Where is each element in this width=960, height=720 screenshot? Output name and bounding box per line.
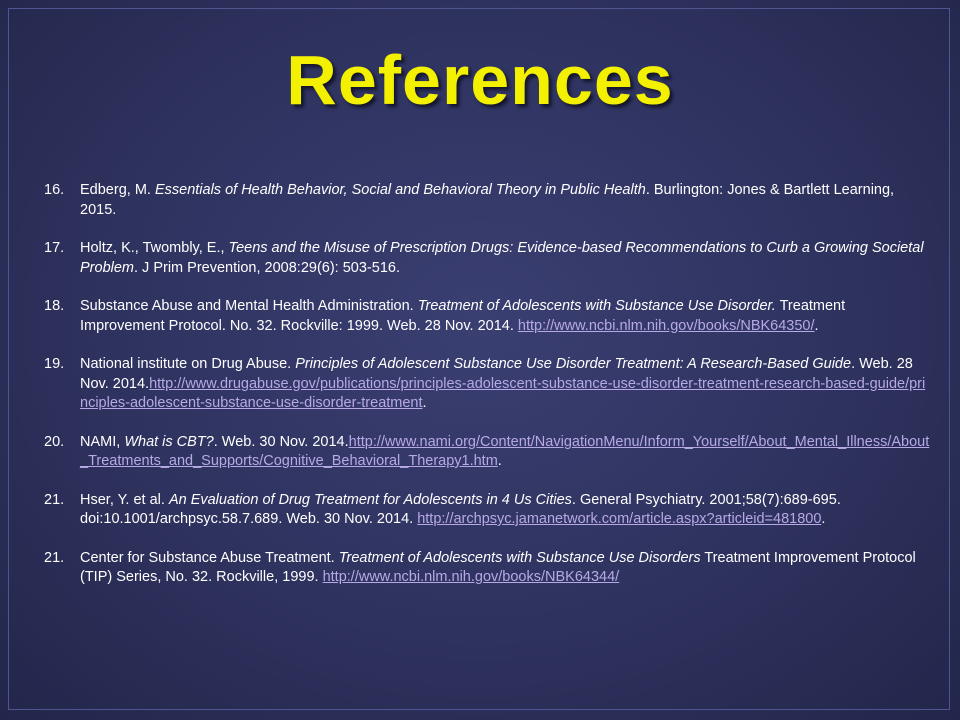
reference-title: An Evaluation of Drug Treatment for Adolescents in 4 Us Cities bbox=[168, 491, 572, 508]
reference-text bbox=[80, 549, 930, 588]
reference-title: What is CBT? bbox=[124, 433, 214, 450]
reference-title: Treatment of Adolescents with Substance Use Disorder. bbox=[417, 298, 776, 314]
reference-segment: National institute on Drug Abuse. bbox=[80, 356, 296, 372]
reference-link[interactable]: http://archpsyc.jamanetwork.com/article.aspx?articleid=481800 bbox=[417, 511, 822, 527]
slide-title: References bbox=[286, 41, 674, 119]
reference-segment: . Web. 28 Nov. 2014. bbox=[80, 356, 913, 392]
reference-number: 16. bbox=[44, 182, 65, 198]
reference-item bbox=[44, 355, 930, 414]
reference-item bbox=[44, 239, 930, 278]
reference-number: 17. bbox=[44, 240, 65, 256]
reference-segment: . J Prim Prevention, 2008:29(6): 503-516. bbox=[134, 259, 400, 276]
reference-link[interactable]: http://www.ncbi.nlm.nih.gov/books/NBK64350/ bbox=[517, 317, 815, 334]
reference-segment: Hser, Y. et al. bbox=[80, 491, 169, 508]
reference-text bbox=[80, 355, 930, 414]
reference-text bbox=[80, 239, 930, 278]
reference-segment: Holtz, K., Twombly, E., bbox=[80, 240, 229, 256]
reference-text bbox=[80, 433, 930, 472]
reference-number: 21. bbox=[44, 549, 65, 566]
reference-item bbox=[44, 433, 930, 472]
reference-number: 21. bbox=[44, 491, 65, 508]
reference-link[interactable]: http://www.ncbi.nlm.nih.gov/books/NBK64344/ bbox=[322, 569, 620, 585]
reference-segment: Substance Abuse and Mental Health Administration. bbox=[80, 298, 418, 314]
reference-item bbox=[44, 491, 930, 530]
reference-segment: . bbox=[497, 453, 502, 469]
reference-segment: Treatment Improvement Protocol (TIP) Series, No. 32. Rockville, 1999. bbox=[80, 549, 916, 585]
reference-link[interactable]: http://www.nami.org/Content/NavigationMenu/Inform_Yourself/About_Mental_Illness/About_Treatments_and_Supports/Cognitive_Behavioral_Therapy1.htm bbox=[80, 433, 930, 469]
reference-segment: . bbox=[821, 511, 826, 527]
reference-segment: Edberg, M. bbox=[80, 182, 155, 198]
reference-item bbox=[44, 181, 930, 220]
reference-number: 20. bbox=[44, 433, 65, 450]
reference-segment: Treatment Improvement Protocol. No. 32. Rockville: 1999. Web. 28 Nov. 2014. bbox=[80, 298, 846, 334]
reference-text bbox=[80, 491, 930, 530]
reference-segment: . Burlington: Jones & Bartlett Learning, 2015. bbox=[80, 182, 895, 218]
reference-title: Teens and the Misuse of Prescription Drugs: Evidence-based Recommendations to Curb a Growing Societal Problem bbox=[80, 240, 924, 276]
reference-link[interactable]: http://www.drugabuse.gov/publications/principles-adolescent-substance-use-disorder-treatment-research-based-guide/principles-adolescent-substance-use-disorder-treatment bbox=[80, 375, 926, 411]
reference-segment: NAMI, bbox=[80, 433, 125, 450]
reference-segment: Center for Substance Abuse Treatment. bbox=[80, 549, 339, 566]
reference-segment: . Web. 30 Nov. 2014. bbox=[213, 433, 349, 450]
reference-list bbox=[44, 181, 930, 607]
reference-text bbox=[80, 297, 930, 336]
reference-number: 19. bbox=[44, 356, 65, 372]
reference-segment: . bbox=[422, 395, 427, 411]
reference-segment: . General Psychiatry. 2001;58(7):689-695. doi:10.1001/archpsyc.58.7.689. Web. 30 Nov. 2014. bbox=[80, 491, 841, 527]
reference-item bbox=[44, 549, 930, 588]
reference-title: Treatment of Adolescents with Substance Use Disorders bbox=[338, 549, 701, 566]
reference-item bbox=[44, 297, 930, 336]
reference-text bbox=[80, 181, 930, 220]
reference-title: Essentials of Health Behavior, Social and Behavioral Theory in Public Health bbox=[154, 182, 646, 198]
reference-title: Principles of Adolescent Substance Use Disorder Treatment: A Research-Based Guide bbox=[295, 356, 852, 372]
reference-number: 18. bbox=[44, 298, 65, 314]
reference-segment: . bbox=[814, 317, 819, 334]
